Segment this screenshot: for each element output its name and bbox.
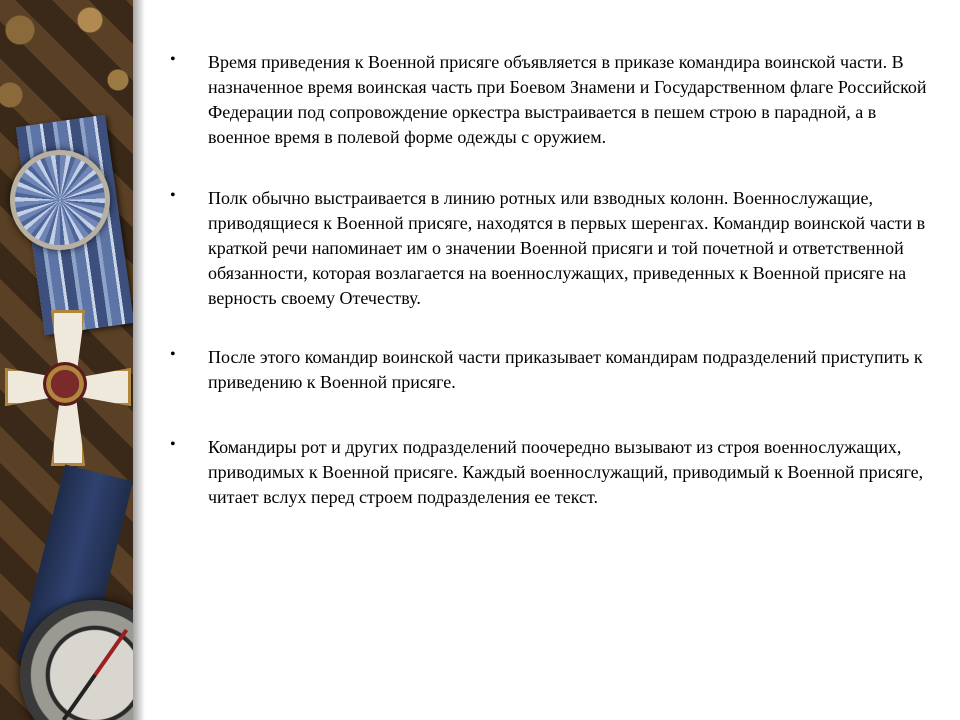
bullet-marker: • bbox=[170, 187, 176, 204]
bullet-item bbox=[170, 345, 940, 395]
image-edge-shadow bbox=[133, 0, 145, 720]
bullet-text: После этого командир воинской части приказывает командирам подразделений приступить к приведению к Военной присяге. bbox=[208, 347, 923, 392]
bullet-item bbox=[170, 186, 940, 311]
bullet-item bbox=[170, 50, 940, 150]
decorative-medals-image bbox=[0, 0, 133, 720]
bullet-text: Командиры рот и других подразделений поочередно вызывают из строя военнослужащих, приводимых к Военной присяге. Каждый военнослужащий, приводимый к Военной присяге, читает вслух перед строем подразделения ее текст. bbox=[208, 437, 924, 507]
bullet-text: Время приведения к Военной присяге объявляется в приказе командира воинской части. В назначенное время воинская часть при Боевом Знамени и Государственном флаге Российской Федерации под сопровождение оркестра выстраивается в пешем строю в парадной, а в военное время в полевой форме одежды с оружием. bbox=[208, 52, 927, 147]
slide-content bbox=[170, 50, 940, 546]
rosette-icon bbox=[10, 150, 110, 250]
bullet-list bbox=[170, 50, 940, 510]
bullet-marker: • bbox=[170, 51, 176, 68]
bullet-marker: • bbox=[170, 346, 176, 363]
bullet-marker: • bbox=[170, 436, 176, 453]
bullet-item bbox=[170, 435, 940, 510]
bullet-text: Полк обычно выстраивается в линию ротных или взводных колонн. Военнослужащие, приводящиеся к Военной присяге, находятся в первых шеренгах. Командир воинской части в краткой речи напоминает им о значении Военной присяги и той почетной и ответственной обязанности, которая возлагается на военнослужащих, приведенных к Военной присяге на верность своему Отечеству. bbox=[208, 188, 926, 308]
medal-icon bbox=[5, 310, 125, 460]
